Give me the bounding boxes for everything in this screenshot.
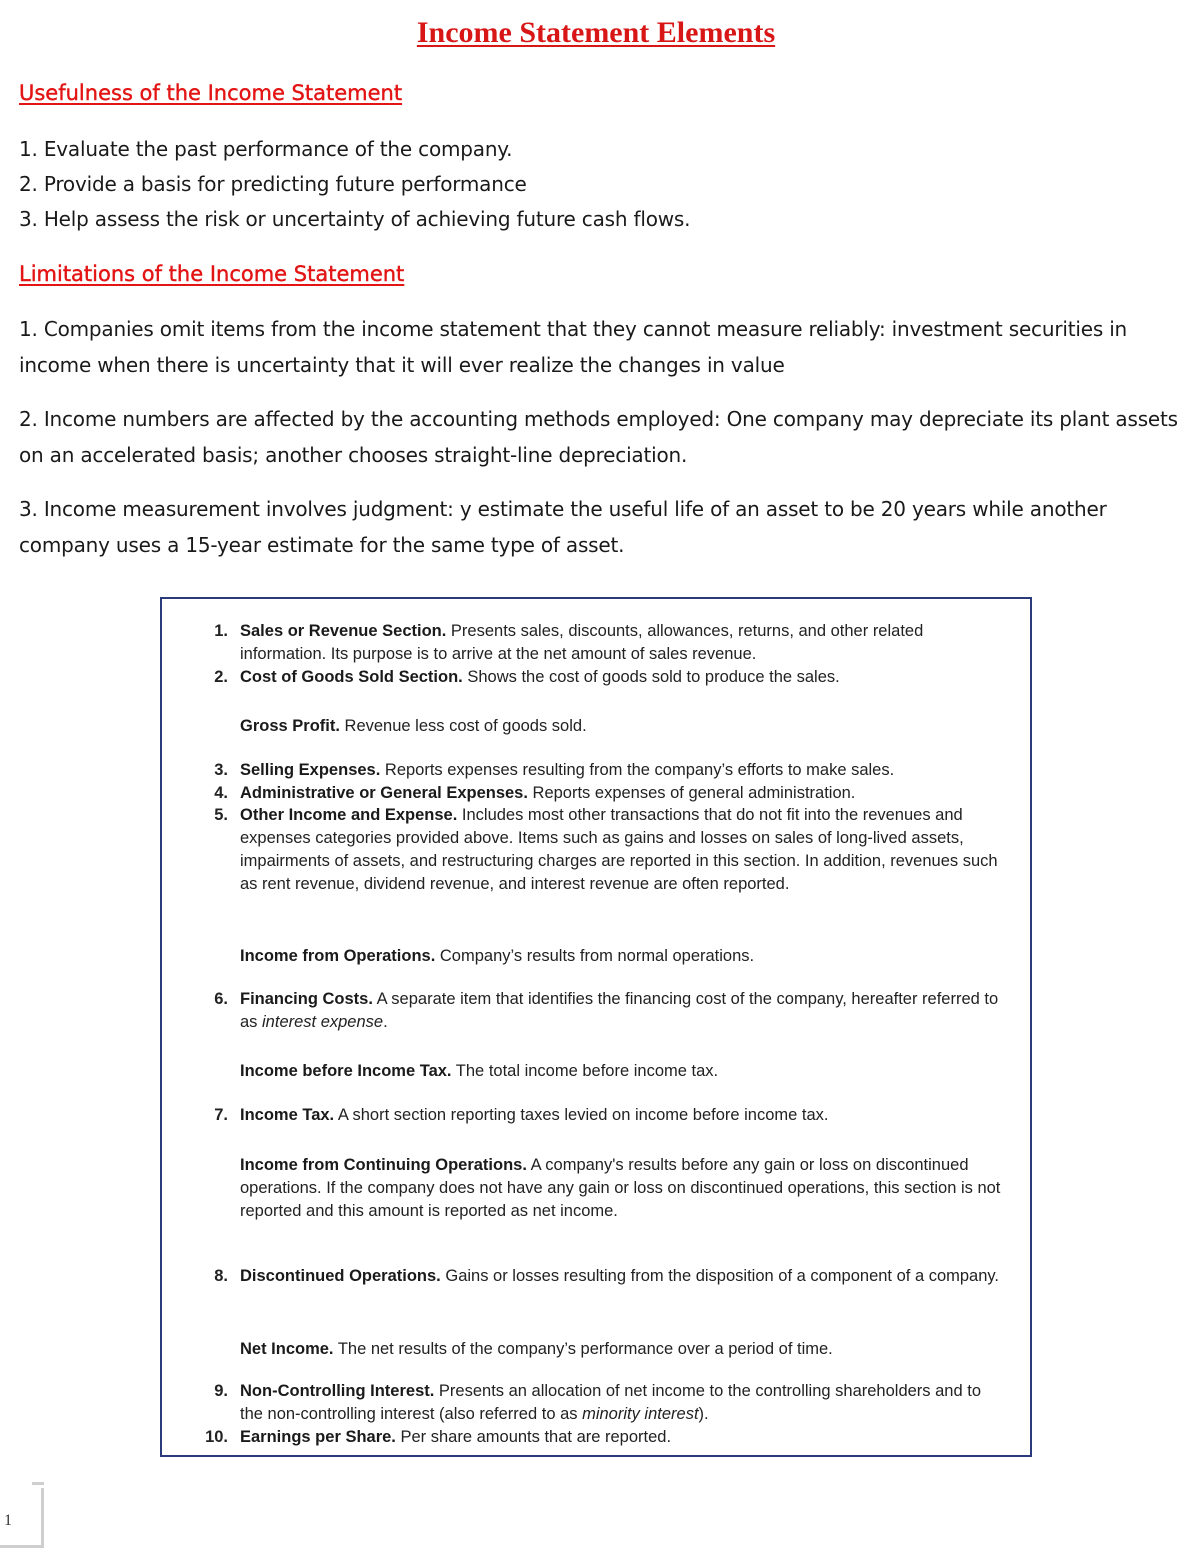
section-term: Non-Controlling Interest. bbox=[240, 1382, 435, 1400]
section-number: 3. bbox=[214, 761, 228, 779]
section-text bbox=[240, 782, 1002, 805]
section-desc: Includes most other transactions that do not fit into the revenues and expenses categories provided above. Items such as gains and losses on sales of long-lived assets, impairments of assets, and restructuring charges are reported in this section. In addition, revenues such as rent revenue, dividend revenue, and interest revenue are often reported. bbox=[240, 806, 998, 893]
section-desc: A company's results before any gain or loss on discontinued operations. If the company does not have any gain or loss on discontinued operations, this section is not reported and this amount is reported as net income. bbox=[240, 1156, 1001, 1220]
section-desc: Company’s results from normal operations. bbox=[435, 947, 755, 965]
section-term: Income before Income Tax. bbox=[240, 1062, 452, 1080]
section-desc: A separate item that identifies the financing cost of the company, hereafter referred to as bbox=[240, 990, 999, 1031]
section-tail: . bbox=[383, 1013, 388, 1031]
section-text bbox=[240, 620, 1002, 666]
section-term: Other Income and Expense. bbox=[240, 806, 458, 824]
section-text bbox=[240, 1380, 1002, 1426]
list-item: 1. Evaluate the past performance of the company. bbox=[19, 137, 513, 161]
page-number: 1 bbox=[4, 1512, 12, 1529]
section-number: 6. bbox=[214, 990, 228, 1008]
section-number: 1. bbox=[214, 622, 228, 640]
section-text bbox=[240, 715, 1002, 738]
section-number: 10. bbox=[205, 1428, 228, 1446]
income-statement-sections-figure bbox=[160, 597, 1032, 1457]
section-desc: Per share amounts that are reported. bbox=[395, 1428, 672, 1446]
limitations-heading: Limitations of the Income Statement bbox=[19, 262, 405, 286]
section-desc: Reports expenses resulting from the company’s efforts to make sales. bbox=[380, 761, 895, 779]
section-text bbox=[240, 1104, 1002, 1127]
section-term: Gross Profit. bbox=[240, 717, 340, 735]
section-number: 5. bbox=[214, 806, 228, 824]
section-term: Discontinued Operations. bbox=[240, 1267, 441, 1285]
section-desc: Shows the cost of goods sold to produce the sales. bbox=[462, 668, 840, 686]
section-text bbox=[240, 1426, 1002, 1449]
section-term: Income from Operations. bbox=[240, 947, 436, 965]
section-term: Sales or Revenue Section. bbox=[240, 622, 447, 640]
section-text bbox=[240, 988, 1002, 1034]
section-desc: Presents an allocation of net income to the controlling shareholders and to the non-controlling interest (also referred to as bbox=[240, 1382, 981, 1423]
section-text bbox=[240, 804, 1002, 896]
section-italic: interest expense bbox=[262, 1013, 384, 1031]
section-text bbox=[240, 759, 1002, 782]
list-item: 2. Provide a basis for predicting future performance bbox=[19, 172, 527, 196]
limitation-item: 3. Income measurement involves judgment: y estimate the useful life of an asset to be 20 years while another company uses a 15-year estimate for the same type of asset. bbox=[19, 497, 1107, 557]
section-term: Income Tax. bbox=[240, 1106, 335, 1124]
limitation-item: 1. Companies omit items from the income statement that they cannot measure reliably: investment securities in income when there is uncertainty that it will ever realize the changes in value bbox=[19, 317, 1128, 377]
section-term: Cost of Goods Sold Section. bbox=[240, 668, 463, 686]
section-desc: The net results of the company’s performance over a period of time. bbox=[333, 1340, 833, 1358]
section-tail: ). bbox=[698, 1405, 709, 1423]
section-term: Administrative or General Expenses. bbox=[240, 784, 528, 802]
section-text bbox=[240, 945, 1002, 968]
section-text bbox=[240, 1154, 1002, 1223]
section-number: 7. bbox=[214, 1106, 228, 1124]
usefulness-list bbox=[19, 131, 1189, 236]
usefulness-heading: Usefulness of the Income Statement bbox=[19, 81, 403, 105]
section-desc: The total income before income tax. bbox=[451, 1062, 719, 1080]
section-term: Financing Costs. bbox=[240, 990, 373, 1008]
section-number: 4. bbox=[214, 784, 228, 802]
section-desc: Revenue less cost of goods sold. bbox=[339, 717, 587, 735]
section-term: Net Income. bbox=[240, 1340, 334, 1358]
section-italic: minority interest bbox=[582, 1405, 699, 1423]
section-number: 2. bbox=[214, 668, 228, 686]
section-term: Earnings per Share. bbox=[240, 1428, 396, 1446]
section-text bbox=[240, 1060, 1002, 1083]
section-text bbox=[240, 666, 1002, 689]
section-desc: A short section reporting taxes levied on income before income tax. bbox=[334, 1106, 829, 1124]
section-desc: Gains or losses resulting from the disposition of a component of a company. bbox=[440, 1267, 1000, 1285]
list-item: 3. Help assess the risk or uncertainty of achieving future cash flows. bbox=[19, 207, 691, 231]
section-text bbox=[240, 1265, 1002, 1288]
section-number: 8. bbox=[214, 1267, 228, 1285]
section-term: Selling Expenses. bbox=[240, 761, 381, 779]
section-desc: Presents sales, discounts, allowances, returns, and other related information. Its purpose is to arrive at the net amount of sales revenue. bbox=[240, 622, 924, 663]
page-title: Income Statement Elements bbox=[416, 16, 776, 49]
section-text bbox=[240, 1338, 1002, 1361]
limitation-item: 2. Income numbers are affected by the accounting methods employed: One company may depreciate its plant assets on an accelerated basis; another chooses straight-line depreciation. bbox=[19, 407, 1178, 467]
section-number: 9. bbox=[214, 1382, 228, 1400]
section-term: Income from Continuing Operations. bbox=[240, 1156, 527, 1174]
section-desc: Reports expenses of general administration. bbox=[527, 784, 856, 802]
